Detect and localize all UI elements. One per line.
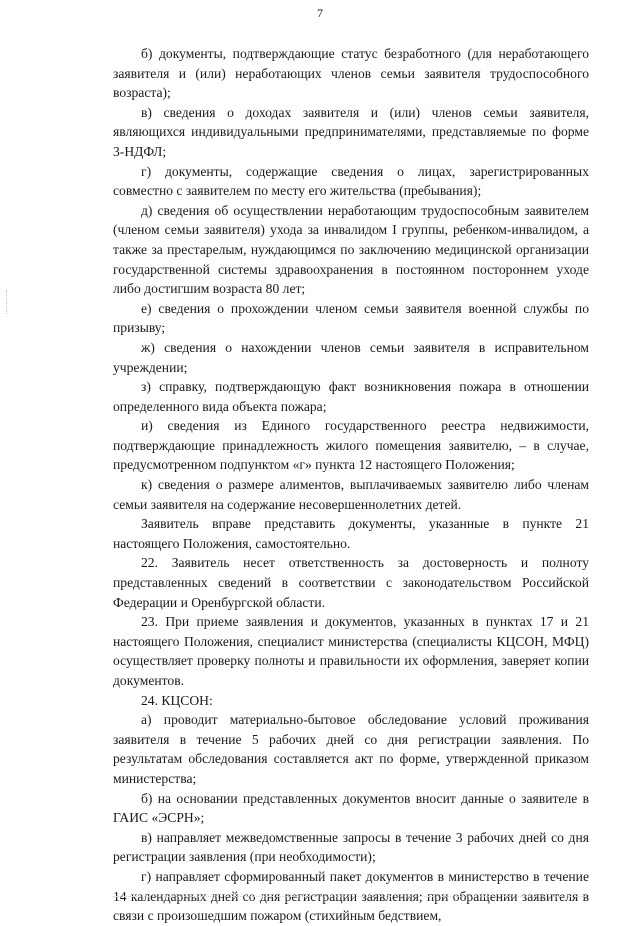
paragraph-24g-document-package: г) направляет сформированный пакет документов в министерство в течение 14 календарных дней со дня регистрации заявления; при обращении заявителя в связи с произошедшим пожаром (стихийным бедствием, <box>113 868 589 924</box>
paragraph-d-care-for-disabled: д) сведения об осуществлении неработающим трудоспособным заявителем (членом семьи заявителя) ухода за инвалидом I группы, ребенком-инвалидом, а также за престарелым, нуждающимся по заключению медицинской организации государственной системы здравоохранения в постоянном постороннем уходе либо достигшим возраста 80 лет; <box>113 202 589 297</box>
paragraph-24v-interagency-requests: в) направляет межведомственные запросы в течение 3 рабочих дней со дня регистрации заявления (при необходимости); <box>113 829 589 865</box>
paragraph-22-responsibility: 22. Заявитель несет ответственность за достоверность и полноту представленных сведений в соответствии с законодательством Российской Федерации и Оренбургской области. <box>113 555 589 610</box>
document-body <box>113 44 589 926</box>
paragraph-applicant-may-submit: Заявитель вправе представить документы, указанные в пункте 21 настоящего Положения, самостоятельно. <box>113 516 589 551</box>
paragraph-24b-gais-esrn: б) на основании представленных документов вносит данные о заявителе в ГАИС «ЭСРН»; <box>113 790 589 826</box>
paragraph-i-real-estate-registry: и) сведения из Единого государственного реестра недвижимости, подтверждающие принадлежность жилого помещения заявителю, – в случае, предусмотренном подпунктом «г» пункта 12 настоящего Положения; <box>113 418 589 473</box>
paragraph-23-document-check: 23. При приеме заявления и документов, указанных в пунктах 17 и 21 настоящего Положения, специалист министерства (специалисты КЦСОН, МФЦ) осуществляет проверку полноты и правильности их оформления, заверяет копии документов. <box>113 614 589 688</box>
paragraph-24a-inspection: а) проводит материально-бытовое обследование условий проживания заявителя в течение 5 рабочих дней со дня регистрации заявления. По результатам обследования составляется акт по форме, утвержденной приказом министерства; <box>113 712 589 786</box>
paragraph-24-heading: 24. КЦСОН: <box>141 692 213 708</box>
paragraph-k-alimony: к) сведения о размере алиментов, выплачиваемых заявителю либо членам семьи заявителя на содержание несовершеннолетних детей. <box>113 477 589 512</box>
page-number: 7 <box>317 6 323 20</box>
margin-mark <box>6 290 8 314</box>
paragraph-v-income-3ndfl: в) сведения о доходах заявителя и (или) членов семьи заявителя, являющихся индивидуальными предпринимателями, представляемые по форме 3-НДФЛ; <box>113 104 589 159</box>
paragraph-zh-correctional-facility: ж) сведения о нахождении членов семьи заявителя в исправительном учреждении; <box>113 339 589 375</box>
cut-off-line <box>113 896 589 901</box>
paragraph-e-military-service: е) сведения о прохождении членом семьи заявителя военной службы по призыву; <box>113 300 589 336</box>
paragraph-g-registered-persons: г) документы, содержащие сведения о лицах, зарегистрированных совместно с заявителем по месту его жительства (пребывания); <box>113 163 589 199</box>
paragraph-b-unemployed-status: б) документы, подтверждающие статус безработного (для неработающего заявителя и (или) неработающих членов семьи заявителя трудоспособного возраста); <box>113 46 589 101</box>
paragraph-z-fire-certificate: з) справку, подтверждающую факт возникновения пожара в отношении определенного вида объекта пожара; <box>113 379 589 414</box>
